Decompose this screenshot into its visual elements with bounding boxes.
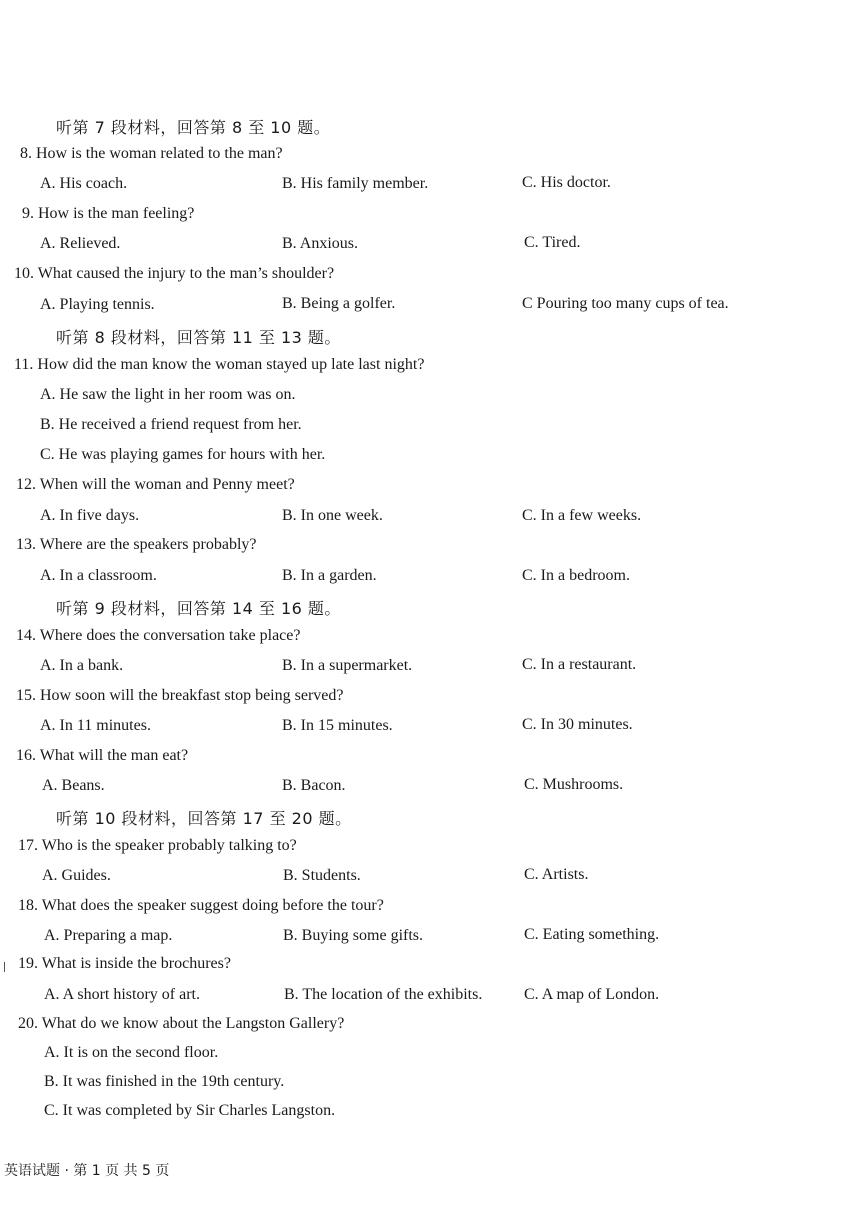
question-14-option-c: C. In a restaurant.	[522, 656, 637, 673]
question-16-option-b: B. Bacon.	[282, 777, 346, 794]
question-9-option-c: C. Tired.	[524, 234, 581, 251]
question-20-option-b: B. It was finished in the 19th century.	[44, 1073, 285, 1090]
question-18-option-a: A. Preparing a map.	[44, 927, 173, 944]
question-17-option-b: B. Students.	[283, 867, 361, 884]
question-16-option-c: C. Mushrooms.	[524, 776, 624, 793]
question-19-option-a: A. A short history of art.	[44, 986, 200, 1003]
question-19: 19. What is inside the brochures?	[18, 955, 231, 972]
question-11-option-c: C. He was playing games for hours with her.	[40, 446, 326, 463]
question-10: 10. What caused the injury to the man’s shoulder?	[14, 265, 335, 282]
question-11-option-b: B. He received a friend request from her.	[40, 416, 302, 433]
question-14-option-b: B. In a supermarket.	[282, 657, 413, 674]
page-footer: 英语试题 · 第 1 页 共 5 页	[4, 1163, 170, 1179]
question-12-option-a: A. In five days.	[40, 507, 140, 524]
question-10-option-b: B. Being a golfer.	[282, 295, 396, 312]
question-20-option-a: A. It is on the second floor.	[44, 1044, 219, 1061]
question-11: 11. How did the man know the woman stayed up late last night?	[14, 356, 425, 373]
question-14-option-a: A. In a bank.	[40, 657, 124, 674]
question-12-option-c: C. In a few weeks.	[522, 507, 642, 524]
question-15: 15. How soon will the breakfast stop being served?	[16, 687, 344, 704]
question-12: 12. When will the woman and Penny meet?	[16, 476, 295, 493]
question-10-option-a: A. Playing tennis.	[40, 296, 155, 313]
question-16: 16. What will the man eat?	[16, 747, 189, 764]
question-18: 18. What does the speaker suggest doing before the tour?	[18, 897, 384, 914]
question-20-option-c: C. It was completed by Sir Charles Langston.	[44, 1102, 336, 1119]
question-16-option-a: A. Beans.	[42, 777, 105, 794]
question-17-option-a: A. Guides.	[42, 867, 111, 884]
question-18-option-b: B. Buying some gifts.	[283, 927, 424, 944]
question-14: 14. Where does the conversation take place?	[16, 627, 301, 644]
question-13: 13. Where are the speakers probably?	[16, 536, 257, 553]
margin-mark	[4, 962, 5, 972]
question-15-option-a: A. In 11 minutes.	[40, 717, 151, 734]
question-8-option-b: B. His family member.	[282, 175, 429, 192]
question-20: 20. What do we know about the Langston Gallery?	[18, 1015, 345, 1032]
question-8-option-a: A. His coach.	[40, 175, 128, 192]
question-11-option-a: A. He saw the light in her room was on.	[40, 386, 296, 403]
question-19-option-b: B. The location of the exhibits.	[284, 986, 483, 1003]
section-heading-8: 听第 8 段材料，回答第 11 至 13 题。	[56, 328, 341, 347]
question-12-option-b: B. In one week.	[282, 507, 383, 524]
question-8: 8. How is the woman related to the man?	[20, 145, 283, 162]
question-9: 9. How is the man feeling?	[22, 205, 195, 222]
question-10-option-c: C Pouring too many cups of tea.	[522, 295, 729, 312]
question-9-option-a: A. Relieved.	[40, 235, 121, 252]
question-15-option-b: B. In 15 minutes.	[282, 717, 393, 734]
question-15-option-c: C. In 30 minutes.	[522, 716, 633, 733]
question-9-option-b: B. Anxious.	[282, 235, 359, 252]
question-13-option-a: A. In a classroom.	[40, 567, 157, 584]
section-heading-9: 听第 9 段材料，回答第 14 至 16 题。	[56, 599, 341, 618]
section-heading-10: 听第 10 段材料，回答第 17 至 20 题。	[56, 809, 352, 828]
question-13-option-c: C. In a bedroom.	[522, 567, 630, 584]
question-19-option-c: C. A map of London.	[524, 986, 660, 1003]
question-17-option-c: C. Artists.	[524, 866, 589, 883]
question-13-option-b: B. In a garden.	[282, 567, 377, 584]
section-heading-7: 听第 7 段材料，回答第 8 至 10 题。	[56, 118, 331, 137]
question-8-option-c: C. His doctor.	[522, 174, 611, 191]
question-18-option-c: C. Eating something.	[524, 926, 660, 943]
question-17: 17. Who is the speaker probably talking to?	[18, 837, 297, 854]
